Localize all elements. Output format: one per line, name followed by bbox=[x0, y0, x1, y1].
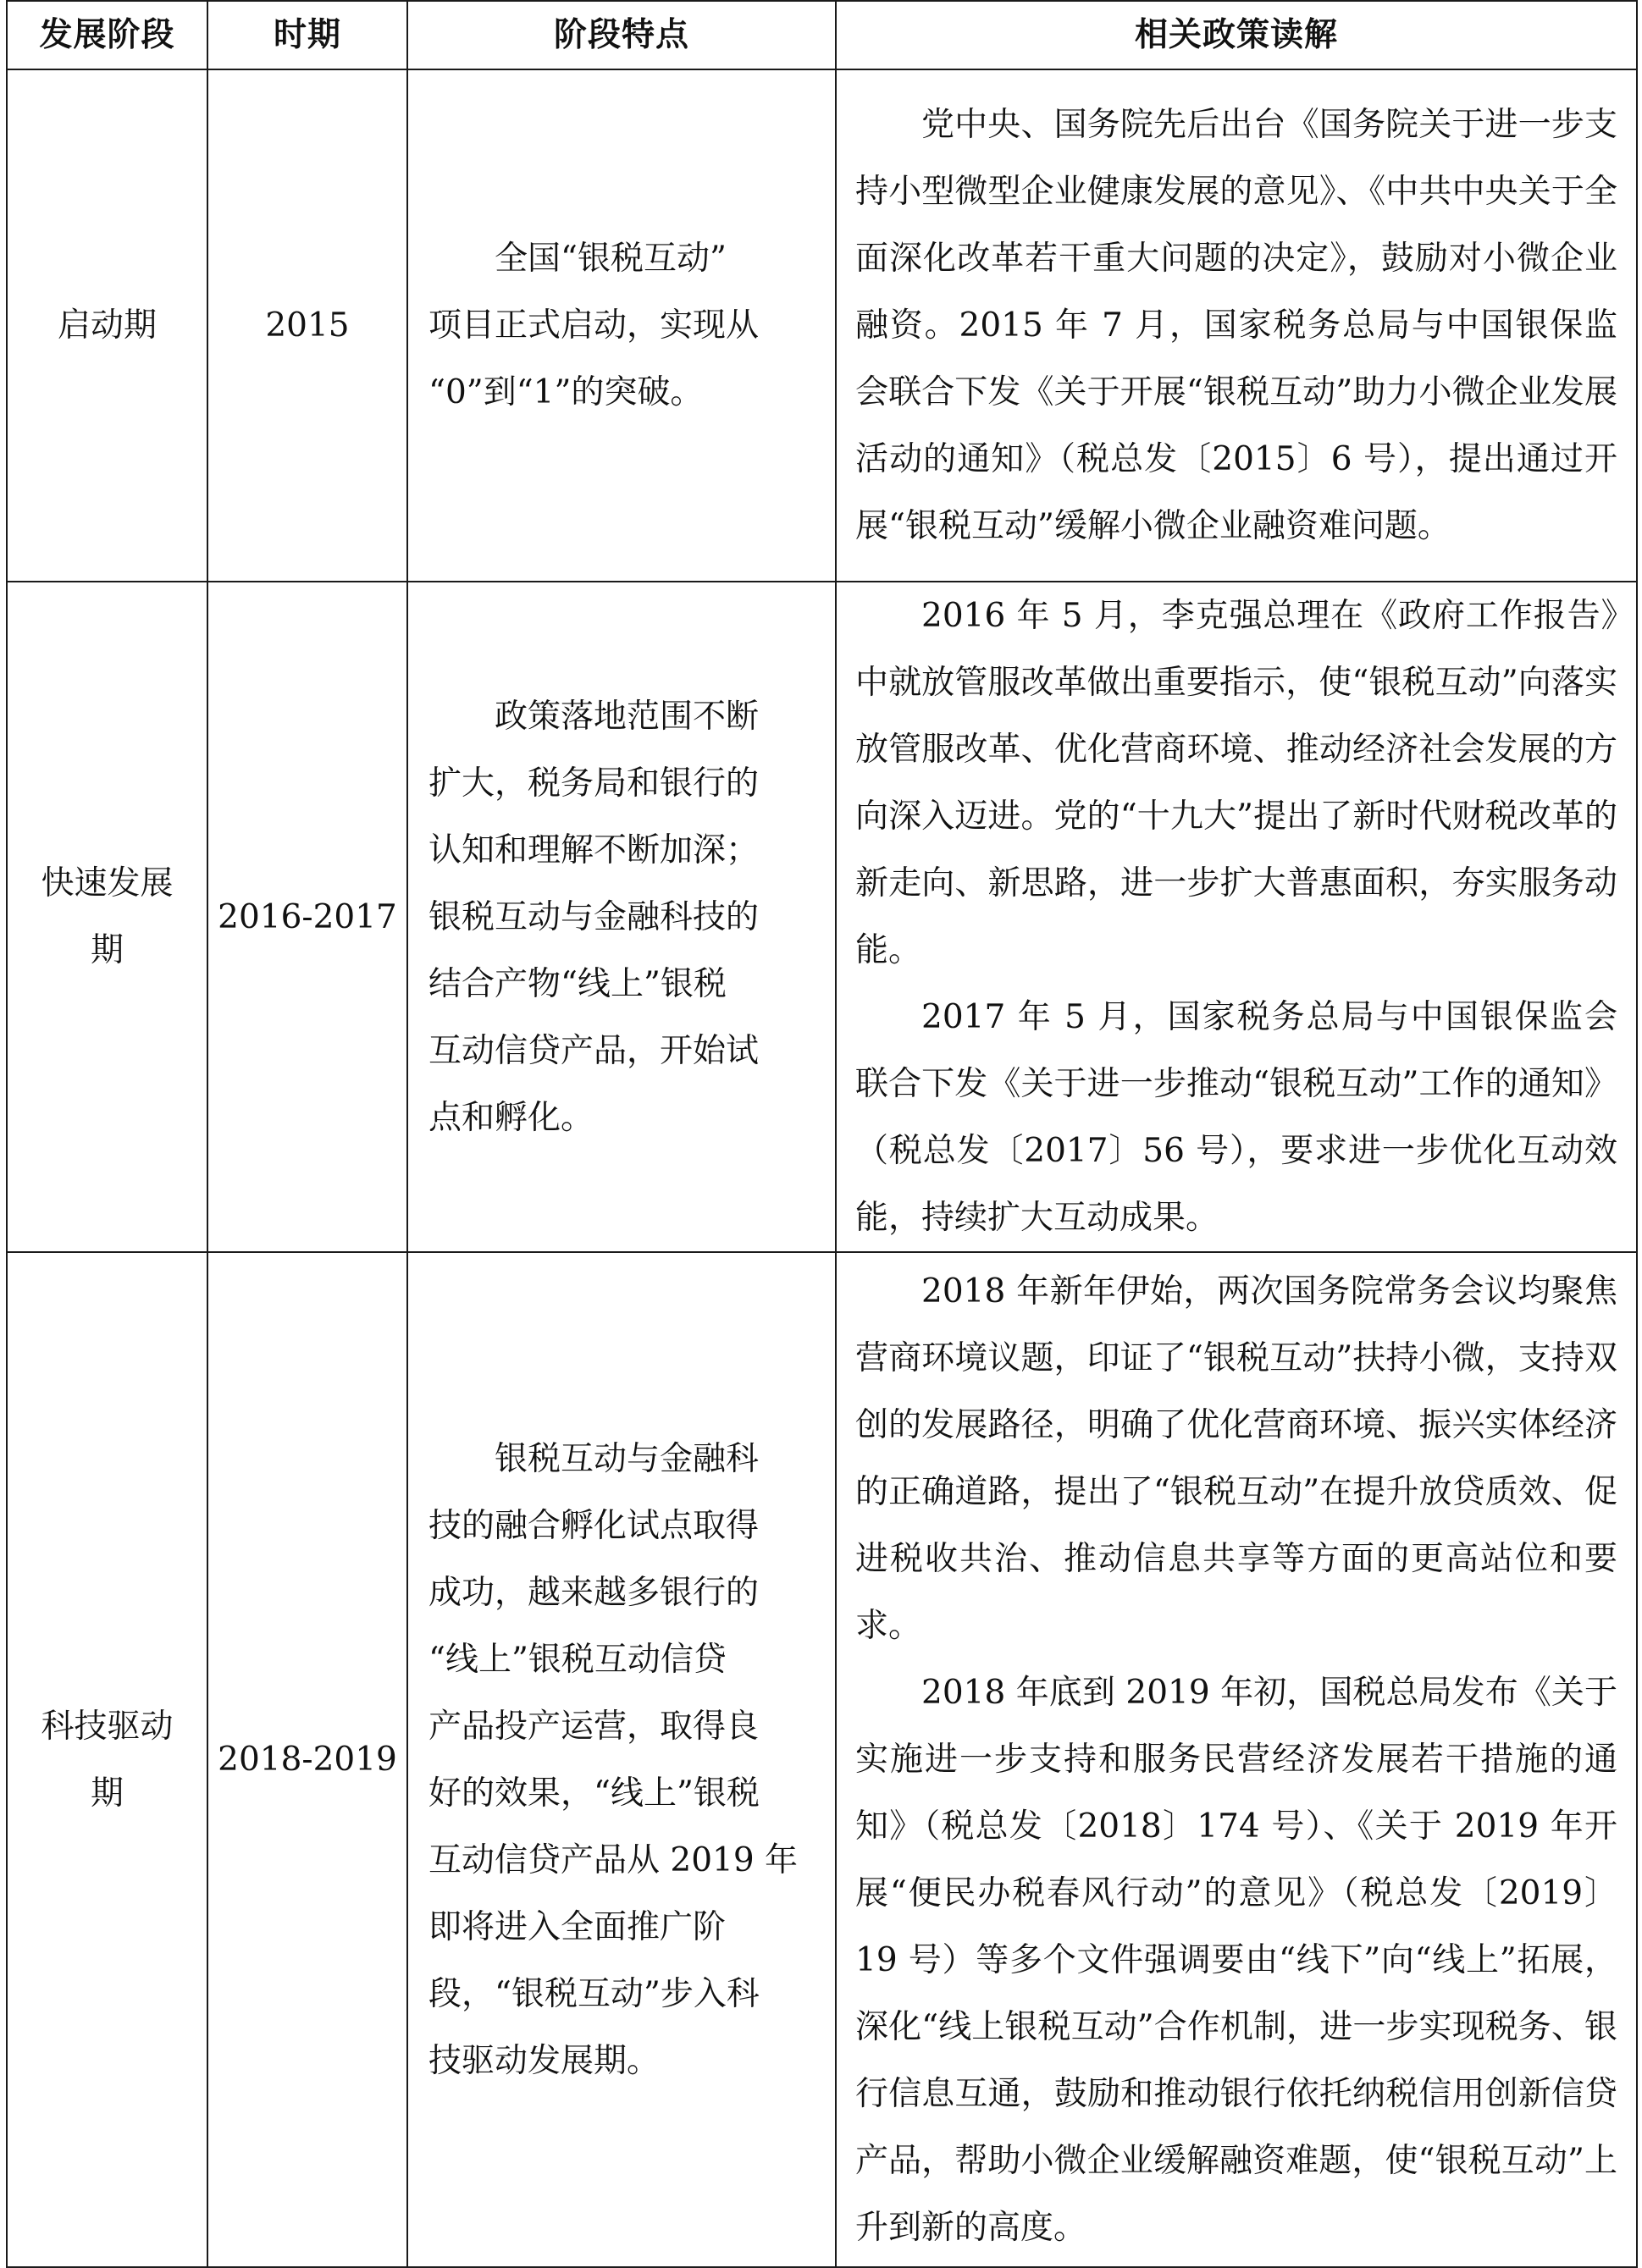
features-line: 项目正式启动，实现从 bbox=[428, 306, 760, 345]
stage-label: 期 bbox=[90, 931, 124, 969]
policy-paragraph: 2016 年 5 月，李克强总理在《政府工作报告》中就放管服改革做出重要指示，使“银税互动”向落实放管服改革、优化营商环境、推动经济社会发展的方向深入迈进。党的“十九大”提出了新时代财税改革的新走向、新思路，进一步扩大普惠面积，夯实服务动能。 bbox=[855, 597, 1617, 969]
header-features: 阶段特点 bbox=[407, 1, 836, 69]
policy-paragraph: 党中央、国务院先后出台《国务院关于进一步支持小型微型企业健康发展的意见》、《中共中央关于全面深化改革若干重大问题的决定》，鼓励对小微企业融资。2015 年 7 月，国家税务总局与中国银保监会联合下发《关于开展“银税互动”助力小微企业发展活动的通知》（税总发〔2015〕6 号），提出通过开展“银税互动”缓解小微企业融资难问题。 bbox=[855, 106, 1617, 545]
stage-label: 科技驱动 bbox=[41, 1707, 174, 1746]
features-line: 技的融合孵化试点取得 bbox=[428, 1506, 760, 1545]
policy-paragraph: 2018 年底到 2019 年初，国税总局发布《关于实施进一步支持和服务民营经济发展若干措施的通知》（税总发〔2018〕174 号）、《关于 2019 年开展“便民办税春风行动”的意见》（税总发〔2019〕19 号）等多个文件强调要由“线下”向“线上”拓展，深化“线上银税互动”合作机制，进一步实现税务、银行信息互通，鼓励和推动银行依托纳税信用创新信贷产品，帮助小微企业缓解融资难题，使“银税互动”上升到新的高度。 bbox=[855, 1674, 1617, 2247]
table-row bbox=[7, 582, 1637, 1252]
features-cell bbox=[407, 582, 836, 1252]
period-cell: 2018-2019 bbox=[207, 1252, 407, 2267]
features-line: 技驱动发展期。 bbox=[428, 2041, 661, 2080]
table-row bbox=[7, 69, 1637, 582]
features-line: 好的效果，“线上”银税 bbox=[428, 1774, 760, 1813]
features-line: 即将进入全面推广阶 bbox=[428, 1907, 727, 1946]
features-line: 扩大，税务局和银行的 bbox=[428, 764, 760, 803]
features-line: 产品投产运营，取得良 bbox=[428, 1707, 760, 1746]
features-line: 结合产物“线上”银税 bbox=[428, 964, 727, 1003]
features-line: 认知和理解不断加深； bbox=[428, 830, 760, 869]
features-line: 全国“银税互动” bbox=[495, 240, 727, 278]
stage-label: 快速发展 bbox=[41, 864, 174, 902]
features-line: 政策落地范围不断 bbox=[495, 697, 760, 736]
stage-cell bbox=[7, 69, 207, 582]
features-line: “0”到“1”的突破。 bbox=[428, 373, 704, 411]
features-line: 银税互动与金融科技的 bbox=[428, 897, 760, 936]
policy-cell bbox=[836, 1252, 1637, 2267]
stage-label: 期 bbox=[90, 1774, 124, 1813]
features-line: 银税互动与金融科 bbox=[495, 1439, 760, 1478]
header-row bbox=[7, 1, 1637, 69]
features-line: “线上”银税互动信贷 bbox=[428, 1640, 727, 1679]
header-policy: 相关政策读解 bbox=[836, 1, 1637, 69]
header-period: 时期 bbox=[207, 1, 407, 69]
features-line: 段，“银税互动”步入科 bbox=[428, 1974, 760, 2013]
stage-cell bbox=[7, 582, 207, 1252]
features-line: 互动信贷产品从 2019 年 bbox=[428, 1840, 799, 1879]
period-cell: 2015 bbox=[207, 69, 407, 582]
features-cell bbox=[407, 69, 836, 582]
policy-paragraph: 2017 年 5 月，国家税务总局与中国银保监会联合下发《关于进一步推动“银税互动”工作的通知》（税总发〔2017〕56 号），要求进一步优化互动效能，持续扩大互动成果。 bbox=[855, 998, 1617, 1237]
table-row bbox=[7, 1252, 1637, 2267]
features-line: 成功，越来越多银行的 bbox=[428, 1573, 760, 1612]
period-cell: 2016-2017 bbox=[207, 582, 407, 1252]
policy-cell bbox=[836, 582, 1637, 1252]
policy-table bbox=[6, 0, 1638, 2268]
header-stage: 发展阶段 bbox=[7, 1, 207, 69]
stage-label: 启动期 bbox=[57, 306, 157, 345]
features-cell bbox=[407, 1252, 836, 2267]
features-line: 点和孵化。 bbox=[428, 1098, 594, 1137]
stage-cell bbox=[7, 1252, 207, 2267]
policy-paragraph: 2018 年新年伊始，两次国务院常务会议均聚焦营商环境议题，印证了“银税互动”扶持小微，支持双创的发展路径，明确了优化营商环境、振兴实体经济的正确道路，提出了“银税互动”在提升放贷质效、促进税收共治、推动信息共享等方面的更高站位和要求。 bbox=[855, 1272, 1617, 1645]
policy-cell bbox=[836, 69, 1637, 582]
features-line: 互动信贷产品，开始试 bbox=[428, 1031, 760, 1070]
